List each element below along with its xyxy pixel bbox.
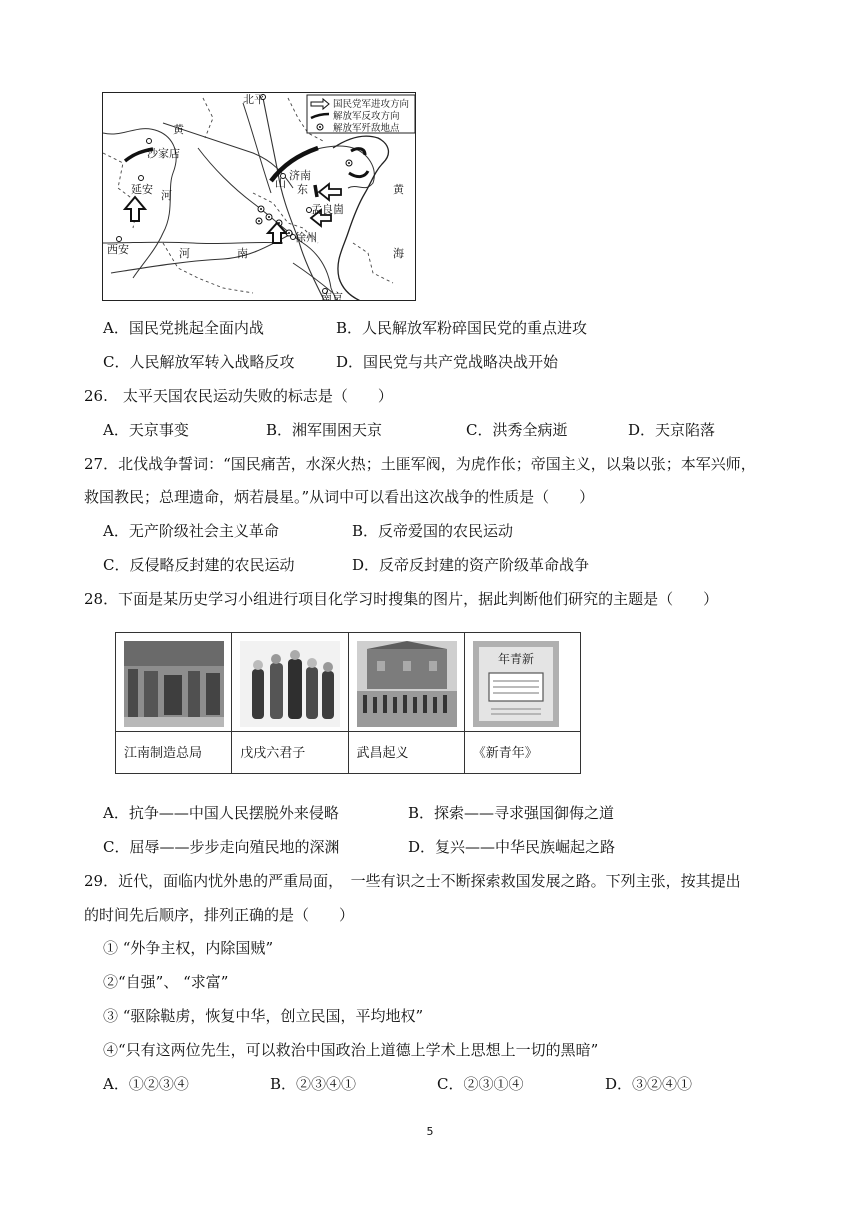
xinqingnian-cover-photo	[473, 641, 559, 727]
label-xian: 西安	[107, 243, 129, 256]
caption-xinqingnian: 《新青年》	[465, 731, 580, 775]
label-yanan: 延安	[131, 183, 153, 196]
q28-option-d[interactable]: D．复兴——中华民族崛起之路	[408, 838, 616, 856]
label-xuzhou: 徐州	[295, 231, 317, 244]
xinqingnian-title: 年青新	[497, 652, 534, 666]
wuchang-uprising-photo	[357, 641, 457, 727]
q28-option-b[interactable]: B．探索——寻求强国御侮之道	[408, 804, 615, 822]
label-hai: 海	[393, 247, 404, 260]
q26-option-c[interactable]: C．洪秀全病逝	[466, 421, 568, 439]
label-huang-sea: 黄	[393, 183, 404, 196]
map-drawing	[103, 93, 416, 301]
q26-option-a[interactable]: A．天京事变	[103, 421, 189, 439]
label-he-1: 河	[161, 189, 172, 202]
q29-item-1: ① “外争主权，内除国贼”	[103, 939, 274, 957]
picture-cell-wuchang	[349, 633, 465, 773]
q27-stem-line2: 救国教民；总理遗命，炳若晨星。”从词中可以看出这次战争的性质是（ ）	[84, 488, 595, 506]
page-number: 5	[426, 1125, 434, 1138]
caption-jiangnan: 江南制造总局	[116, 731, 231, 775]
q27-option-c[interactable]: C．反侵略反封建的农民运动	[103, 556, 295, 574]
q26-stem: 26. 太平天国农民运动失败的标志是（ ）	[84, 387, 393, 405]
wuxu-six-gentlemen-photo	[240, 641, 340, 727]
label-nan: 南	[237, 247, 248, 260]
q25-option-b[interactable]: B．人民解放军粉碎国民党的重点进攻	[336, 319, 588, 337]
q27-stem-line1: 27．北伐战争誓词：“国民痛苦，水深火热；土匪军阀，为虎作伥；帝国主义，以枭以张；本军兴师，	[84, 455, 756, 473]
label-beiping: 北平	[243, 93, 265, 106]
picture-cell-wuxu	[232, 633, 348, 773]
legend-annihilation: 解放军歼敌地点	[333, 123, 400, 134]
jiangnan-arsenal-photo	[124, 641, 224, 727]
q27-option-b[interactable]: B．反帝爱国的农民运动	[352, 522, 514, 540]
caption-wuchang: 武昌起义	[349, 731, 464, 775]
q27-option-d[interactable]: D．反帝反封建的资产阶级革命战争	[352, 556, 590, 574]
q26-option-b[interactable]: B．湘军围困天京	[266, 421, 383, 439]
picture-cell-xinqingnian	[465, 633, 580, 773]
label-nanjing: 南京	[321, 291, 343, 302]
q29-option-c[interactable]: C．②③①④	[437, 1075, 524, 1093]
label-he-2: 河	[179, 247, 190, 260]
q25-option-d[interactable]: D．国民党与共产党战略决战开始	[336, 353, 559, 371]
q25-option-c[interactable]: C．人民解放军转入战略反攻	[103, 353, 295, 371]
label-menglianggu: 孟良崮	[311, 203, 344, 216]
picture-cell-jiangnan	[116, 633, 232, 773]
q29-option-b[interactable]: B．②③④①	[270, 1075, 357, 1093]
label-dong: 东	[297, 183, 308, 196]
legend-nationalist: 国民党军进攻方向	[333, 99, 410, 110]
q29-item-2: ②“自强”、 “求富”	[103, 973, 229, 991]
q28-stem: 28．下面是某历史学习小组进行项目化学习时搜集的图片，据此判断他们研究的主题是（ ）	[84, 590, 719, 608]
q29-option-a[interactable]: A．①②③④	[103, 1075, 189, 1093]
q29-item-3: ③ “驱除鞑虏，恢复中华，创立民国，平均地权”	[103, 1007, 424, 1025]
q28-picture-table	[115, 632, 581, 774]
legend-pla-counter: 解放军反攻方向	[333, 111, 400, 122]
q29-stem-line1: 29．近代，面临内忧外患的严重局面， 一些有识之士不断探索救国发展之路。下列主张，按其提出	[84, 872, 741, 890]
label-shajiadian: 沙家店	[147, 147, 180, 160]
label-shan: 山	[275, 177, 286, 190]
q26-option-d[interactable]: D．天京陷落	[628, 421, 716, 439]
war-map	[102, 92, 416, 301]
q29-item-4: ④“只有这两位先生，可以救治中国政治上道德上学术上思想上一切的黑暗”	[103, 1041, 599, 1059]
q25-option-a[interactable]: A．国民党挑起全面内战	[103, 319, 264, 337]
q28-option-a[interactable]: A．抗争——中国人民摆脱外来侵略	[103, 804, 339, 822]
q29-stem-line2: 的时间先后顺序，排列正确的是（ ）	[84, 906, 355, 924]
q28-option-c[interactable]: C．屈辱——步步走向殖民地的深渊	[103, 838, 340, 856]
q27-option-a[interactable]: A．无产阶级社会主义革命	[103, 522, 279, 540]
label-jinan: 济南	[289, 169, 311, 182]
caption-wuxu: 戊戌六君子	[232, 731, 347, 775]
q29-option-d[interactable]: D．③②④①	[605, 1075, 693, 1093]
label-huang-river-1: 黄	[173, 123, 184, 136]
